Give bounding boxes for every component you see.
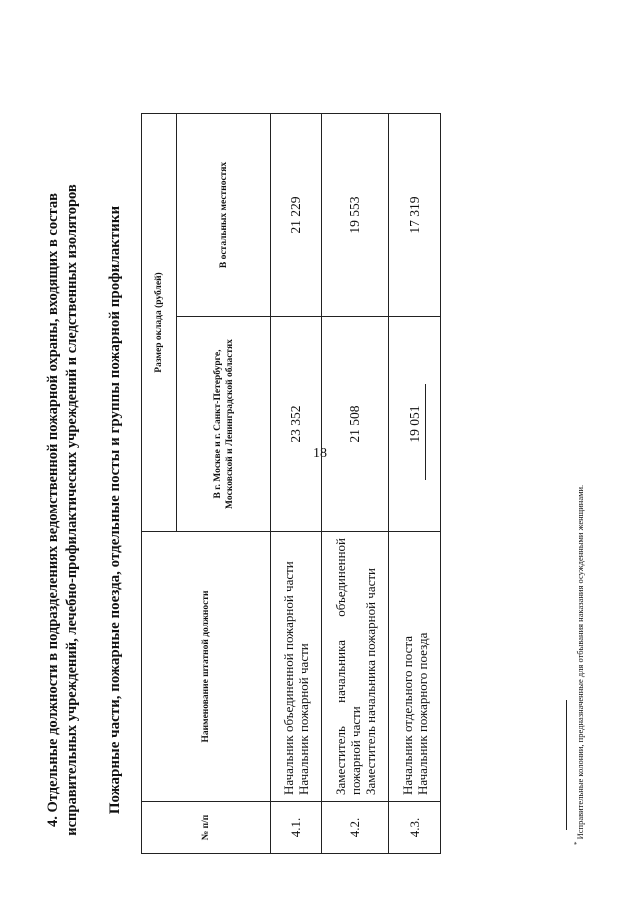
position-name-line: Заместитель начальника пожарной части xyxy=(362,568,378,795)
salary-moscow-spb: 21 508 xyxy=(322,317,389,532)
table-row xyxy=(322,114,389,854)
salary-other-regions: 17 319 xyxy=(389,114,441,317)
page-number: 18 xyxy=(313,446,327,461)
header-other-regions: В остальных местностях xyxy=(177,114,271,317)
header-number: № п/п xyxy=(142,802,271,854)
table-row xyxy=(271,114,322,854)
footnote xyxy=(572,145,585,845)
table-subheading: Пожарные части, пожарные поезда, отдельные посты и группы пожарной профилактики xyxy=(107,205,123,815)
row-number: 4.3. xyxy=(389,802,441,854)
position-name-line: Заместитель начальника объединенной xyxy=(332,538,348,795)
position-name-line: Начальник отдельного поста xyxy=(399,636,415,795)
section-heading xyxy=(44,140,82,880)
salary-moscow-spb: 19 051 xyxy=(389,317,441,532)
position-name-line: Начальник пожарного поезда xyxy=(414,632,430,795)
header-position-name: Наименование штатной должности xyxy=(142,532,271,802)
salary-other-regions: 19 553 xyxy=(322,114,389,317)
footnote-text: Исправительные колонии, предназначенные для отбывания наказания осужденными женщинами. xyxy=(574,484,585,840)
position-name xyxy=(322,532,389,802)
header-salary: Размер оклада (рублей) xyxy=(142,114,177,532)
position-name-line: Начальник пожарной части xyxy=(296,643,311,795)
section-heading-line-1: 4. Отдельные должности в подразделениях ведомственной пожарной охраны, входящих в состав xyxy=(45,193,61,827)
salary-other-regions: 21 229 xyxy=(271,114,322,317)
position-name-line: Начальник объединенной пожарной части xyxy=(281,561,296,795)
table-header-row xyxy=(142,114,177,854)
section-divider-line xyxy=(425,384,426,480)
row-number: 4.1. xyxy=(271,802,322,854)
section-heading-line-2: исправительных учреждений, лечебно-профилактических учреждений и следственных изоляторов xyxy=(64,184,80,836)
position-name-line: пожарной части xyxy=(347,706,363,795)
position-name xyxy=(271,532,322,802)
rotated-page-content xyxy=(44,80,604,880)
row-number: 4.2. xyxy=(322,802,389,854)
header-moscow-spb: В г. Москве и г. Санкт-Петербурге, Московской и Ленинградской областях xyxy=(177,317,271,532)
table-row xyxy=(389,114,441,854)
salary-table xyxy=(141,113,441,854)
salary-moscow-spb: 23 352 xyxy=(271,317,322,532)
footnote-rule xyxy=(566,700,567,830)
footnote-marker: * xyxy=(573,841,581,845)
position-name xyxy=(389,532,441,802)
